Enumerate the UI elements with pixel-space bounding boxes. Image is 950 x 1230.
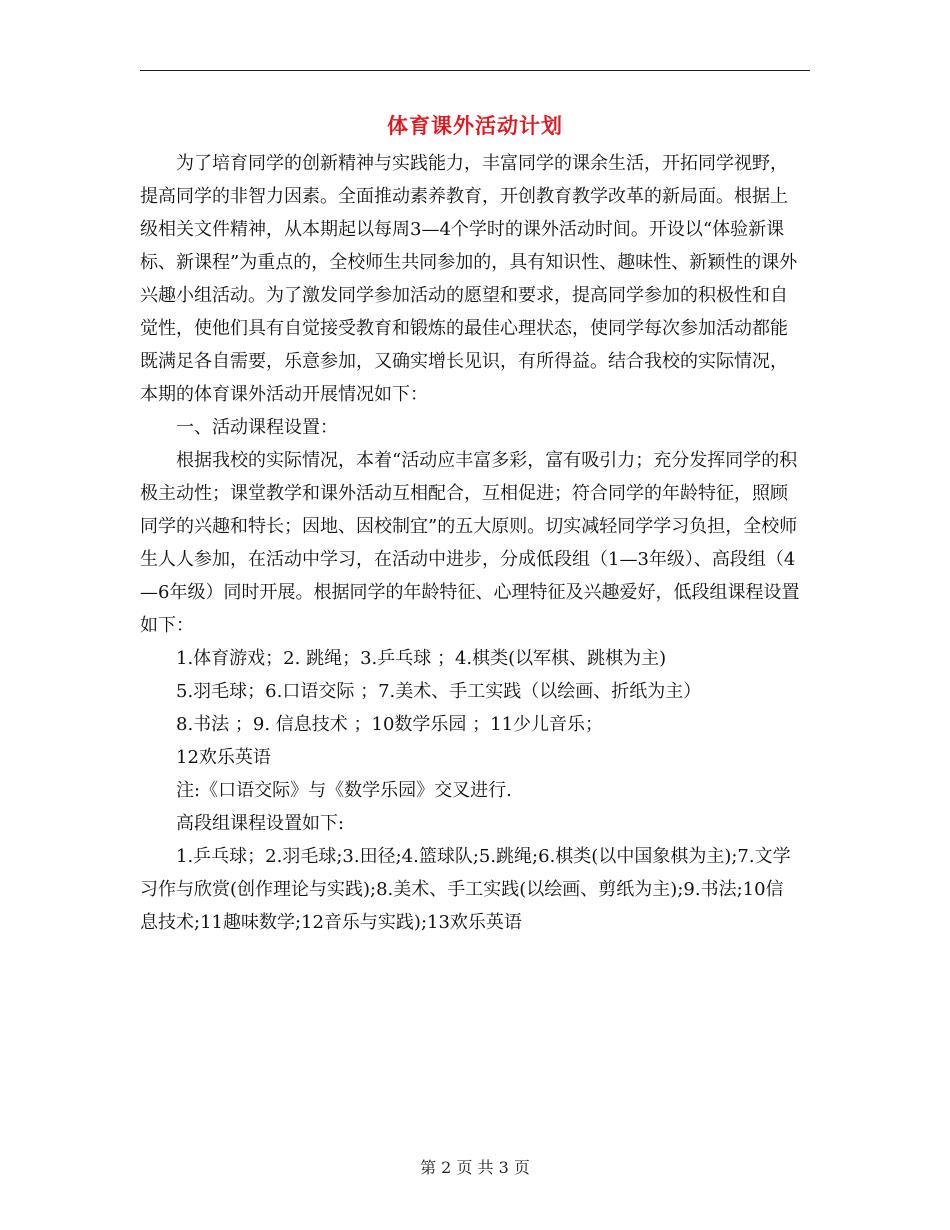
note-line: 注:《口语交际》与《数学乐园》交叉进行. bbox=[176, 780, 512, 801]
low-group-list-line: 1.体育游戏；2. 跳绳；3.乒乓球 ；4.棋类(以军棋、跳棋为主) bbox=[176, 648, 667, 669]
low-group-list-line: 5.羽毛球；6.口语交际 ；7.美术、手工实践（以绘画、折纸为主） bbox=[176, 681, 702, 702]
low-group-list-line: 8.书法 ；9. 信息技术 ；10数学乐园 ；11少儿音乐； bbox=[176, 714, 604, 735]
low-group-list-line: 12欢乐英语 bbox=[176, 747, 271, 768]
header-rule bbox=[140, 70, 810, 71]
document-title: 体育课外活动计划 bbox=[387, 113, 563, 138]
page-number: 第 2 页 共 3 页 bbox=[420, 1158, 530, 1177]
section-heading: 一、活动课程设置： bbox=[176, 417, 338, 438]
document-body bbox=[140, 147, 800, 939]
high-group-list: 1.乒乓球；2.羽毛球;3.田径;4.篮球队;5.跳绳;6.棋类(以中国象棋为主);7.文学习作与欣赏(创作理论与实践);8.美术、手工实践(以绘画、剪纸为主);9.书法;10信息技术;11趣味数学;12音乐与实践);13欢乐英语 bbox=[140, 846, 791, 933]
intro-paragraph: 为了培育同学的创新精神与实践能力，丰富同学的课余生活，开拓同学视野，提高同学的非智力因素。全面推动素养教育，开创教育教学改革的新局面。根据上级相关文件精神，从本期起以每周3—4个学时的课外活动时间。开设以“体验新课标、新课程”为重点的，全校师生共同参加的，具有知识性、趣味性、新颖性的课外兴趣小组活动。为了激发同学参加活动的愿望和要求，提高同学参加的积极性和自觉性，使他们具有自觉接受教育和锻炼的最佳心理状态，使同学每次参加活动都能既满足各自需要，乐意参加，又确实增长见识，有所得益。结合我校的实际情况，本期的体育课外活动开展情况如下： bbox=[140, 153, 798, 405]
principles-paragraph: 根据我校的实际情况，本着“活动应丰富多彩，富有吸引力；充分发挥同学的积极主动性；课堂教学和课外活动互相配合，互相促进；符合同学的年龄特征，照顾同学的兴趣和特长；因地、因校制宜”的五大原则。切实减轻同学学习负担，全校师生人人参加，在活动中学习，在活动中进步，分成低段组（1—3年级）、高段组（4—6年级）同时开展。根据同学的年龄特征、心理特征及兴趣爱好，低段组课程设置如下： bbox=[140, 450, 800, 636]
high-group-heading: 高段组课程设置如下: bbox=[176, 813, 345, 834]
